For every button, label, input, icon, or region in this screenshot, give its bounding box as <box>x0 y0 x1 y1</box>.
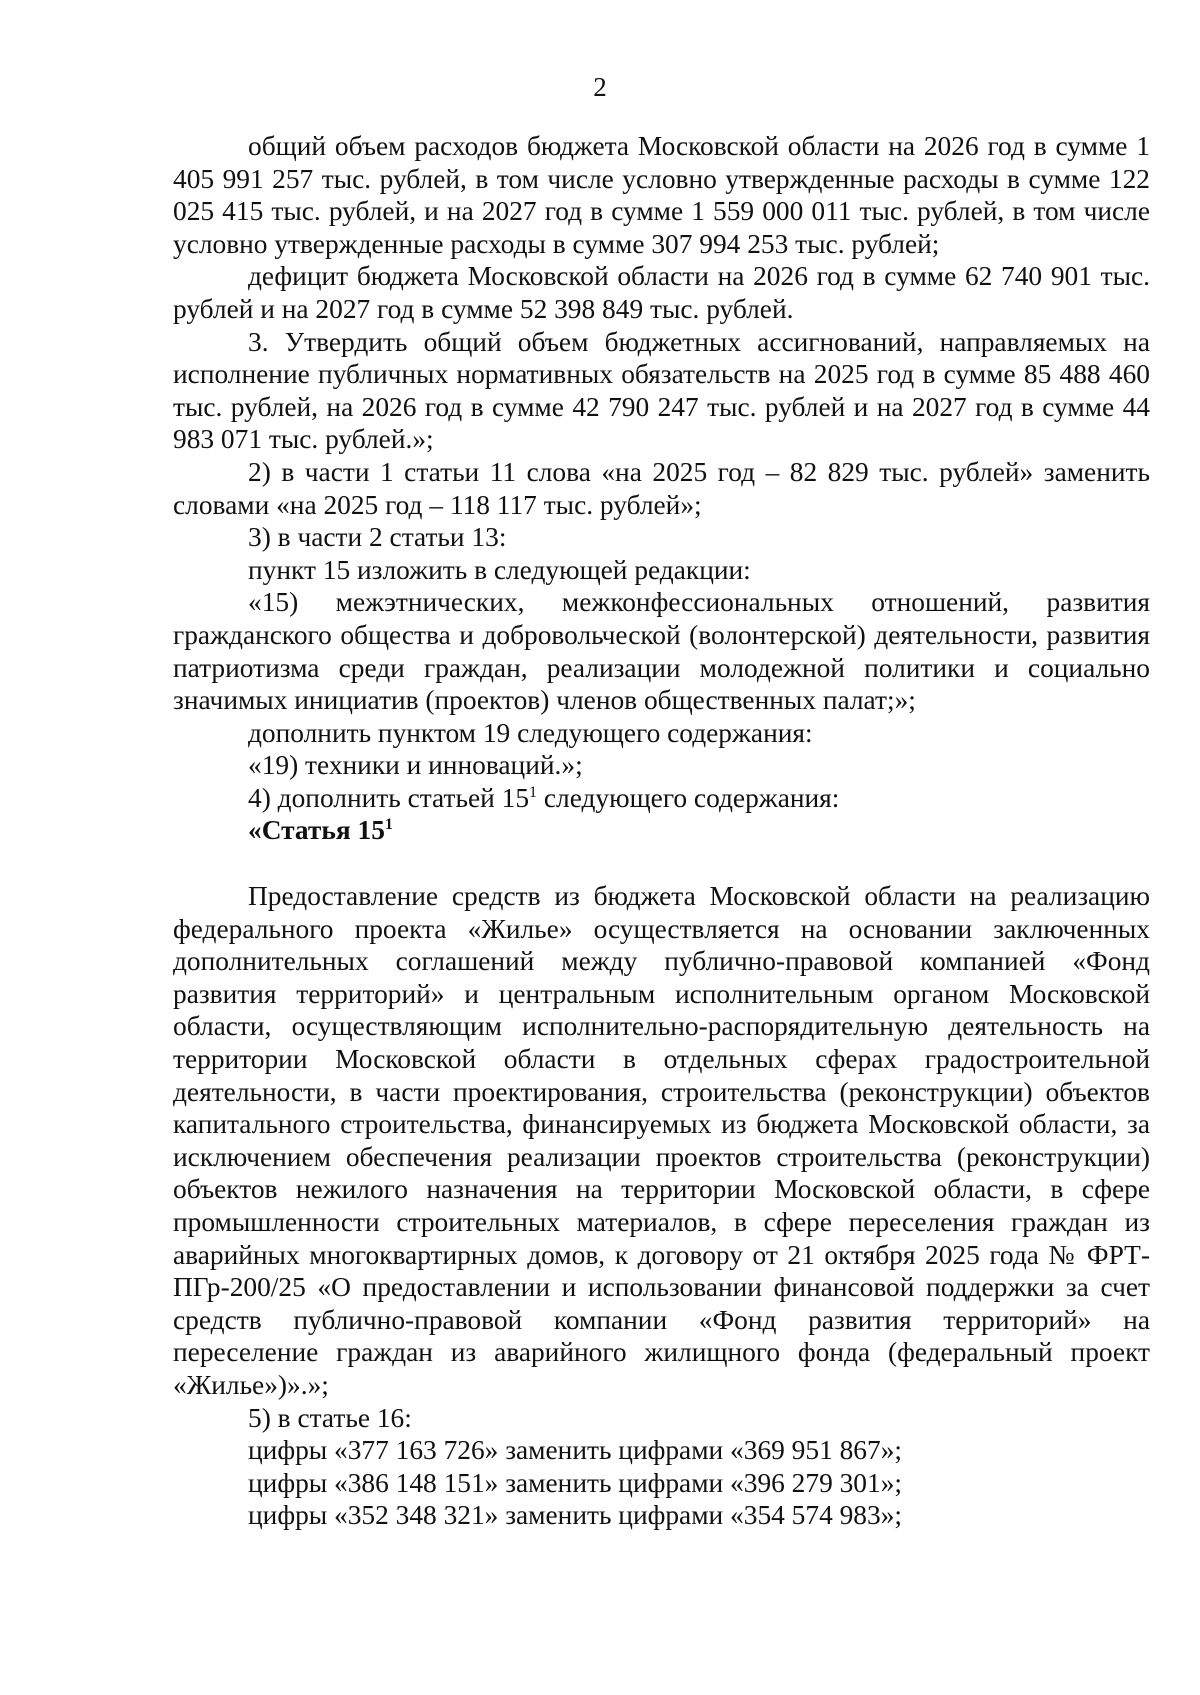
paragraph-point-19-text: «19) техники и инноваций.»; <box>248 750 583 781</box>
paragraph-figures-replacement-2: цифры «386 148 151» заменить цифрами «396 279 301»; <box>248 1467 903 1498</box>
paragraph-amendment-5: 5) в статье 16: <box>248 1402 412 1433</box>
paragraph-figures-replacement-1: цифры «377 163 726» заменить цифрами «369 951 867»; <box>248 1435 903 1466</box>
paragraph-total-expenses: общий объем расходов бюджета Московской области на 2026 год в сумме 1 405 991 257 тыс. рублей, в том числе условно утвержденные расходы в сумме 122 025 415 тыс. рублей, и на 2027 год в сумме 1 559 000 011 тыс. рублей, в том числе условно утвержденные расходы в сумме 307 994 253 тыс. рублей; <box>173 131 1150 259</box>
paragraph-figures-replacement-3: цифры «352 348 321» заменить цифрами «354 574 983»; <box>248 1500 903 1531</box>
heading-spacer <box>173 847 1150 880</box>
paragraph-point-15-intro: пункт 15 изложить в следующей редакции: <box>248 554 751 585</box>
paragraph-amendment-4 <box>173 782 1150 815</box>
article-heading-text: «Статья 15 <box>248 815 385 846</box>
article-heading-superscript: 1 <box>384 816 393 834</box>
amendment-4-superscript: 1 <box>529 783 538 801</box>
amendment-4-text: 4) дополнить статьей 15 <box>248 782 530 813</box>
paragraph-item-3-public-obligations: 3. Утвердить общий объем бюджетных ассигнований, направляемых на исполнение публичных нормативных обязательств на 2025 год в сумме 85 488 460 тыс. рублей, на 2026 год в сумме 42 790 247 тыс. рублей и на 2027 год в сумме 44 983 071 тыс. рублей.»; <box>173 326 1150 455</box>
amendment-4-suffix: следующего содержания: <box>537 782 840 813</box>
article-heading <box>173 814 1150 847</box>
page-number: 2 <box>593 72 607 102</box>
paragraph-amendment-2: 2) в части 1 статьи 11 слова «на 2025 год – 82 829 тыс. рублей» заменить словами «на 2025 год – 118 117 тыс. рублей»; <box>173 456 1150 520</box>
paragraph-point-19-intro: дополнить пунктом 19 следующего содержания: <box>248 717 813 748</box>
paragraph-budget-deficit: дефицит бюджета Московской области на 2026 год в сумме 62 740 901 тыс. рублей и на 2027 год в сумме 52 398 849 тыс. рублей. <box>173 261 1150 324</box>
document-body <box>173 130 1150 1532</box>
paragraph-point-15-text: «15) межэтнических, межконфессиональных отношений, развития гражданского общества и добровольческой (волонтерской) деятельности, развития патриотизма среди граждан, реализации молодежной политики и социально значимых инициатив (проектов) членов общественных палат;»; <box>173 587 1150 716</box>
paragraph-article-15-1-text: Предоставление средств из бюджета Московской области на реализацию федерального проекта «Жилье» осуществляется на основании заключенных дополнительных соглашений между публично-правовой компанией «Фонд развития территорий» и центральным исполнительным органом Московской области, осуществляющим исполнительно-распорядительную деятельность на территории Московской области в отдельных сферах градостроительной деятельности, в части проектирования, строительства (реконструкции) объектов капитального строительства, финансируемых из бюджета Московской области, за исключением обеспечения реализации проектов строительства (реконструкции) объектов нежилого назначения на территории Московской области, в сфере промышленности строительных материалов, в сфере переселения граждан из аварийных многоквартирных домов, к договору от 21 октября 2025 года № ФРТ-ПГр-200/25 «О предоставлении и использовании финансовой поддержки за счет средств публично-правовой компании «Фонд развития территорий» на переселение граждан из аварийного жилищного фонда (федеральный проект «Жилье»)».»; <box>173 881 1150 1400</box>
paragraph-amendment-3: 3) в части 2 статьи 13: <box>248 522 507 553</box>
